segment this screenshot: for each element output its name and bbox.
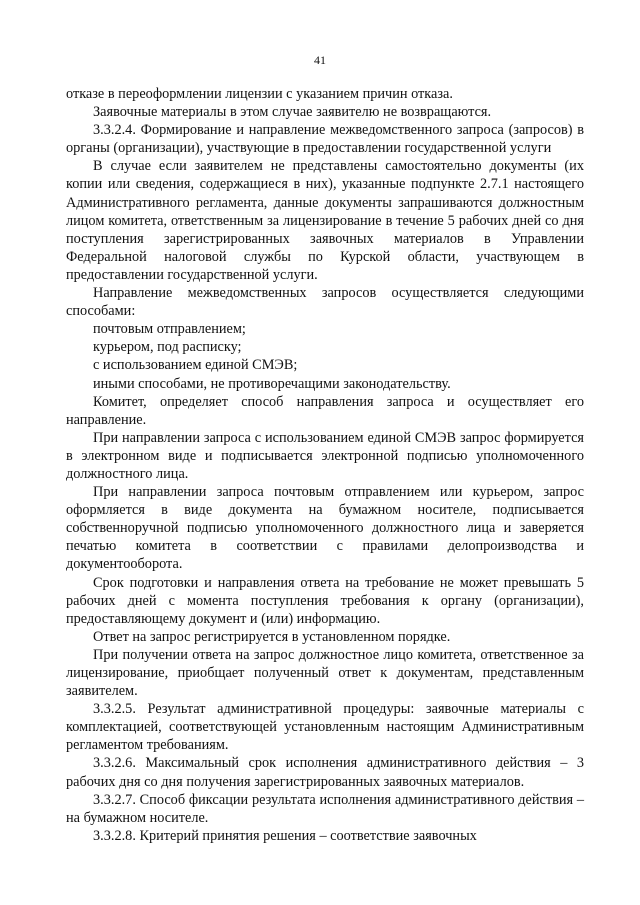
paragraph: Заявочные материалы в этом случае заявителю не возвращаются. <box>93 104 492 121</box>
paragraph: Ответ на запрос регистрируется в установленном порядке. <box>93 628 451 645</box>
list-item: курьером, под расписку; <box>93 339 242 356</box>
paragraph: В случае если заявителем не представлены самостоятельно документы (их копии или сведения, содержащиеся в них), указанные подпункте 2.7.1 настоящего Административного регламента, данные документы запрашиваются должностным лицом комитета, ответственным за лицензирование в течение 5 рабочих дней со дня поступления зарегистрированных заявочных материалов в Управлении Федеральной налоговой службы по Курской области, участвующем в предоставлении государственной услуги. <box>66 158 584 283</box>
paragraph: При направлении запроса с использованием единой СМЭВ запрос формируется в электронном виде и подписывается электронной подписью уполномоченного должностного лица. <box>66 429 584 482</box>
paragraph: отказе в переоформлении лицензии с указанием причин отказа. <box>66 86 453 102</box>
paragraph: Срок подготовки и направления ответа на требование не может превышать 5 рабочих дней с момента поступления требования к органу (организации), предоставляющему документ и (или) информацию. <box>66 574 584 627</box>
paragraph: 3.3.2.6. Максимальный срок исполнения административного действия – 3 рабочих дня со дня получения зарегистрированных заявочных материалов. <box>66 755 584 790</box>
paragraph: 3.3.2.7. Способ фиксации результата исполнения административного действия – на бумажном носителе. <box>66 791 584 826</box>
list-item: почтовым отправлением; <box>93 321 246 338</box>
paragraph: Комитет, определяет способ направления запроса и осуществляет его направление. <box>66 393 584 428</box>
document-body <box>66 85 584 845</box>
list-item: с использованием единой СМЭВ; <box>93 357 298 374</box>
paragraph: 3.3.2.8. Критерий принятия решения – соответствие заявочных <box>93 827 477 844</box>
list-item: иными способами, не противоречащими законодательству. <box>93 375 451 392</box>
paragraph: Направление межведомственных запросов осуществляется следующими способами: <box>66 285 584 320</box>
paragraph: При получении ответа на запрос должностное лицо комитета, ответственное за лицензирование, приобщает полученный ответ к документам, представленным заявителем. <box>66 646 584 700</box>
paragraph: 3.3.2.4. Формирование и направление межведомственного запроса (запросов) в органы (организации), участвующие в предоставлении государственной услуги <box>66 122 584 157</box>
paragraph: 3.3.2.5. Результат административной процедуры: заявочные материалы с комплектацией, соответствующей установленным настоящим Административным регламентом требованиям. <box>66 701 584 754</box>
page-number: 41 <box>314 53 326 67</box>
paragraph: При направлении запроса почтовым отправлением или курьером, запрос оформляется в виде документа на бумажном носителе, подписывается собственноручной подписью уполномоченного должностного лица и заверяется печатью комитета в соответствии с правилами делопроизводства и документооборота. <box>66 484 584 573</box>
